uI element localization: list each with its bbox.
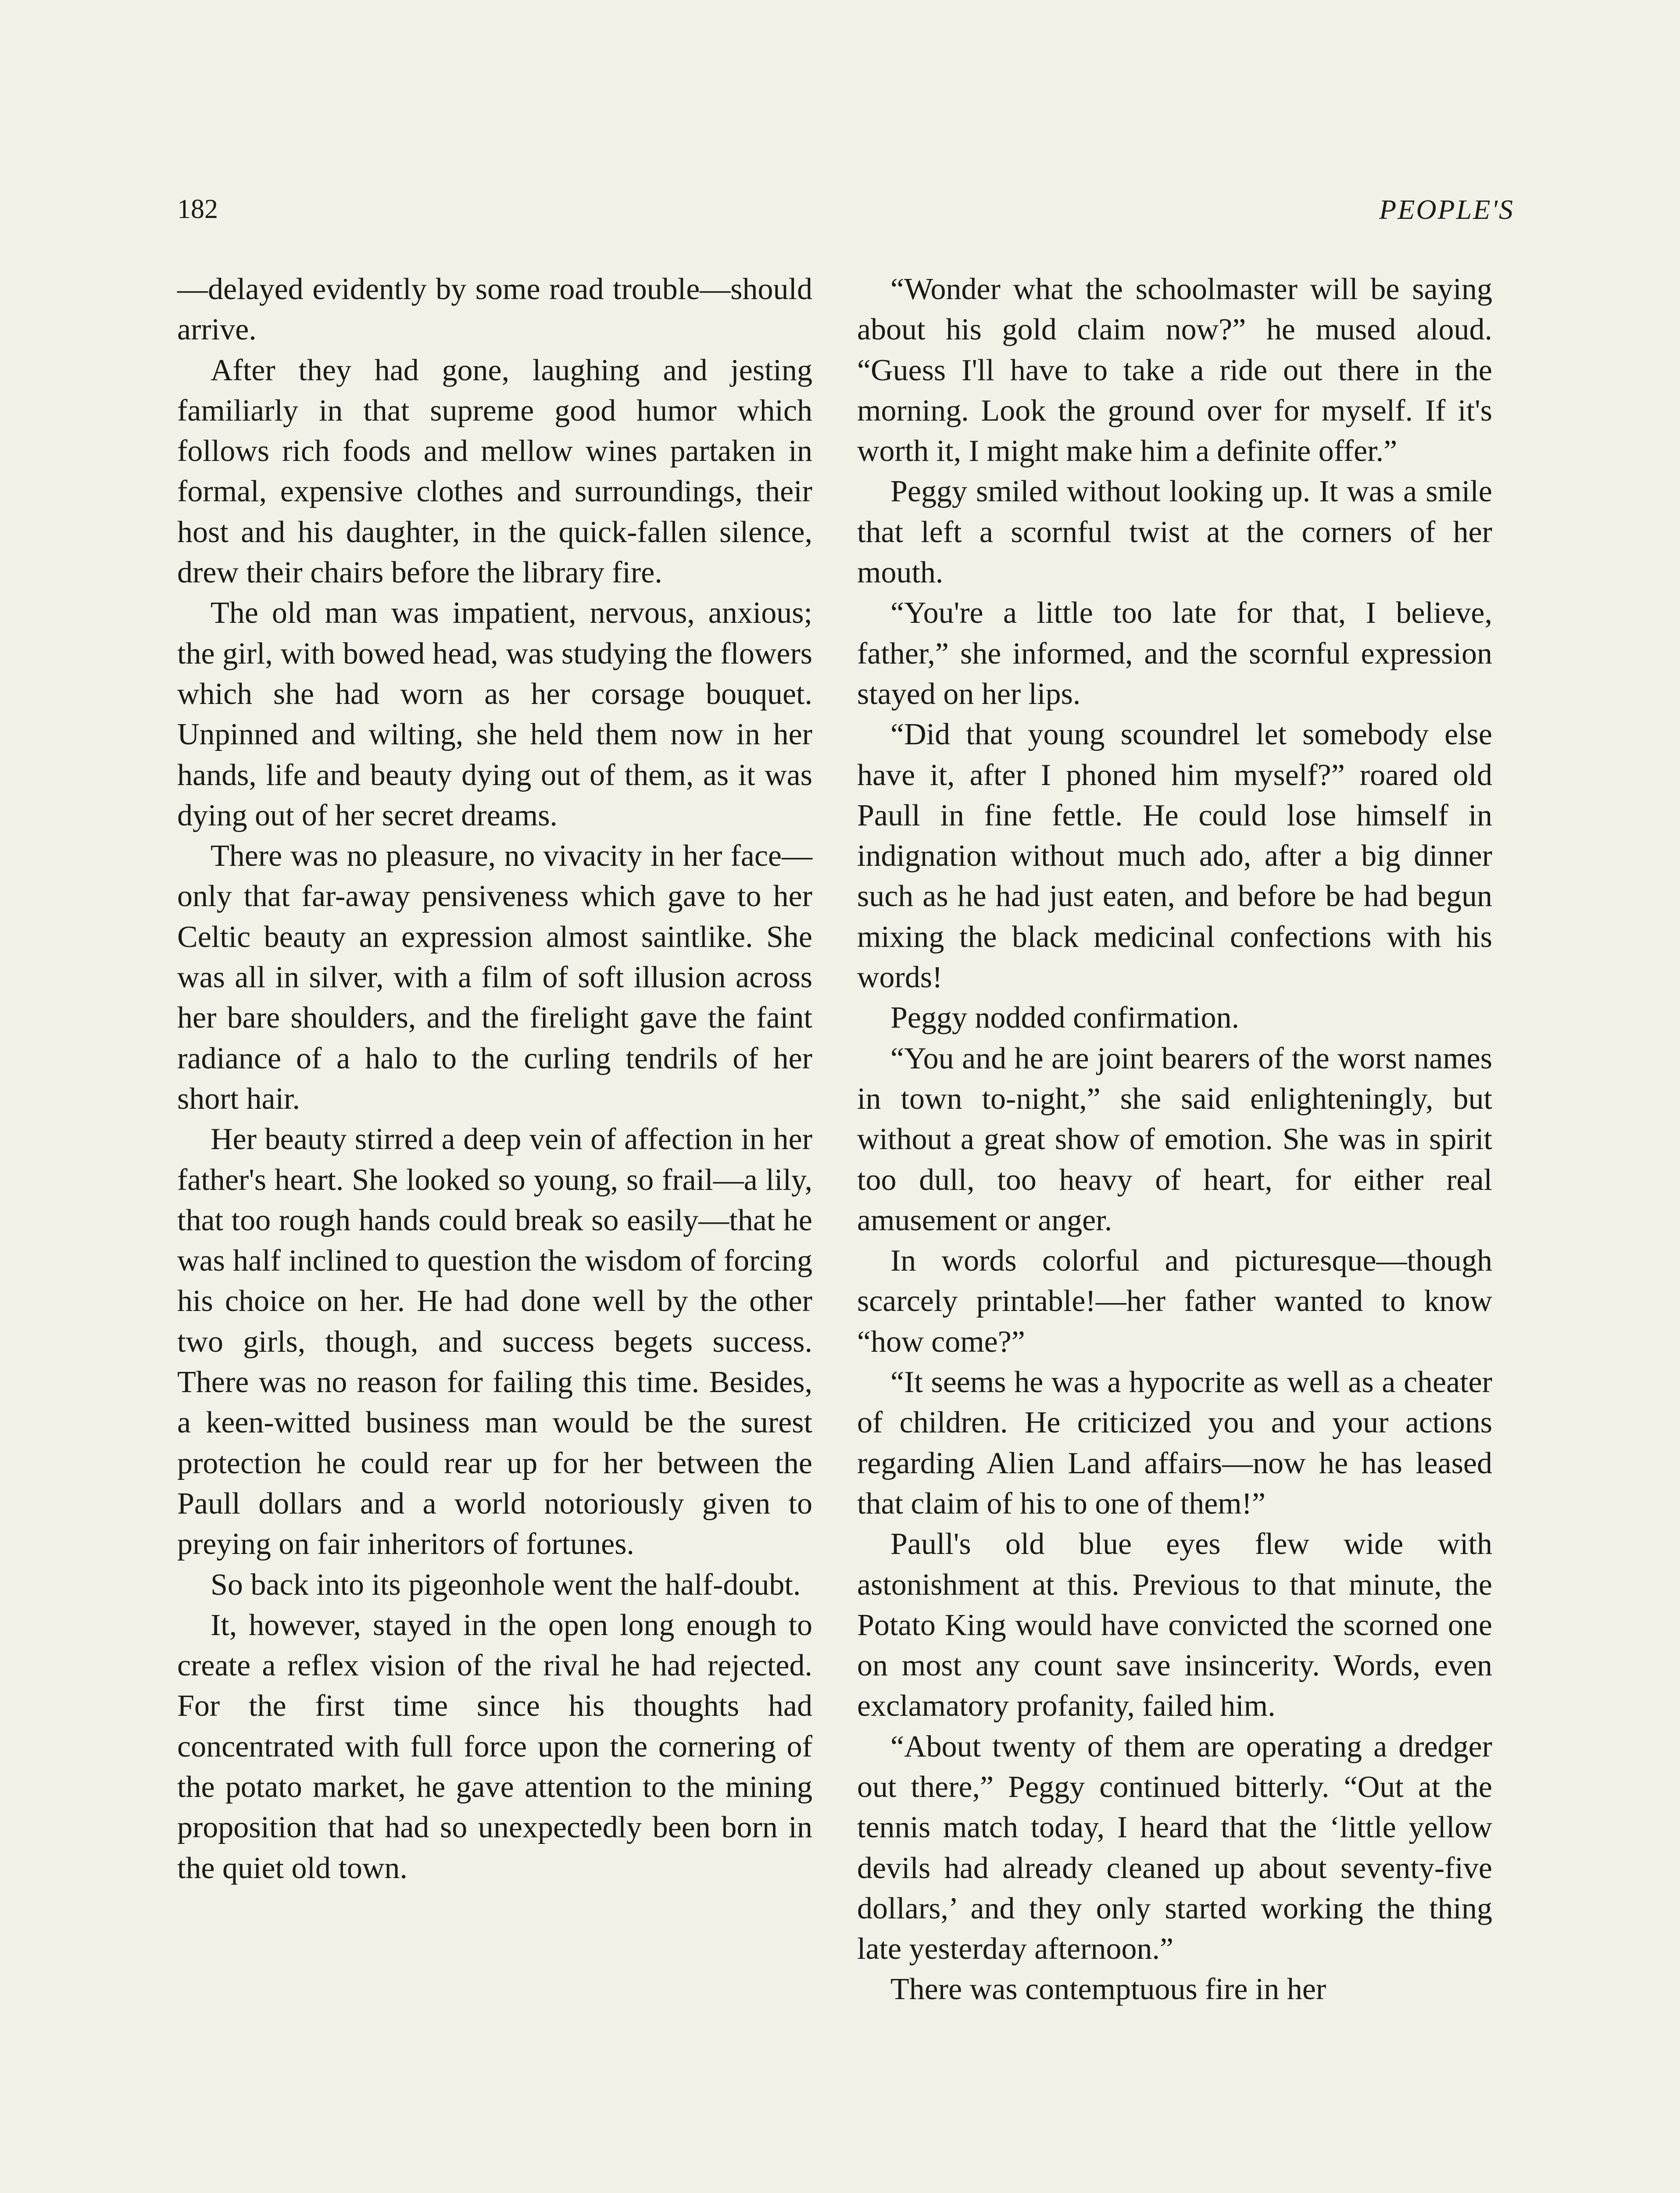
- paragraph: Peggy smiled without looking up. It was a smile that left a scornful twist at the corners of her mouth.: [857, 475, 1492, 590]
- paragraph: There was no pleasure, no vivacity in her face—only that far-away pensiveness which gave to her Celtic beauty an expression almost saintlike. She was all in silver, with a film of soft illusion across her bare shoulders, and the firelight gave the faint radiance of a halo to the curling tendrils of her short hair.: [177, 839, 812, 1116]
- paragraph: The old man was impatient, nervous, anxious; the girl, with bowed head, was studying the flowers which she had worn as her corsage bouquet. Unpinned and wilting, she held them now in her hands, life and beauty dying out of them, as it was dying out of her secret dreams.: [177, 596, 812, 832]
- paragraph: After they had gone, laughing and jesting familiarly in that supreme good humor which follows rich foods and mellow wines partaken in formal, expensive clothes and surroundings, their host and his daughter, in the quick-fallen silence, drew their chairs before the library fire.: [177, 353, 812, 590]
- paragraph: So back into its pigeonhole went the half-doubt.: [211, 1568, 801, 1602]
- paragraph: It, however, stayed in the open long enough to create a reflex vision of the rival he had rejected. For the first time since his thoughts had concentrated with full force upon the cornering of the potato market, he gave attention to the mining proposition that had so unexpectedly been born in the quiet old town.: [177, 1608, 812, 1885]
- paragraph: —delayed evidently by some road trouble—should arrive.: [177, 272, 812, 347]
- running-head: PEOPLE'S: [1379, 194, 1514, 225]
- paragraph: “Wonder what the schoolmaster will be saying about his gold claim now?” he mused aloud. “Guess I'll have to take a ride out there in the morning. Look the ground over for myself. If it's worth it, I might make him a definite offer.”: [857, 272, 1492, 468]
- paragraph: There was contemptuous fire in her: [890, 1972, 1326, 2007]
- right-column: [857, 269, 1492, 2010]
- paragraph: Peggy nodded confirmation.: [890, 1001, 1240, 1035]
- paragraph: Her beauty stirred a deep vein of affection in her father's heart. She looked so young, so frail—a lily, that too rough hands could break so easily—that he was half inclined to question the wisdom of forcing his choice on her. He had done well by the other two girls, though, and success begets success. There was no reason for failing this time. Besides, a keen-witted business man would be the surest protection he could rear up for her between the Paull dollars and a world notoriously given to preying on fair inheritors of fortunes.: [177, 1122, 812, 1561]
- paragraph: “You're a little too late for that, I believe, father,” she informed, and the scornful expression stayed on her lips.: [857, 596, 1492, 711]
- paragraph: “You and he are joint bearers of the worst names in town to-night,” she said enlighteningly, but without a great show of emotion. She was in spirit too dull, too heavy of heart, for either real amusement or anger.: [857, 1041, 1492, 1237]
- paragraph: “About twenty of them are operating a dredger out there,” Peggy continued bitterly. “Out at the tennis match today, I heard that the ‘little yellow devils had already cleaned up about seventy-five dollars,’ and they only started working the thing late yesterday afternoon.”: [857, 1729, 1492, 1966]
- paragraph: “Did that young scoundrel let somebody else have it, after I phoned him myself?” roared old Paull in fine fettle. He could lose himself in indignation without much ado, after a big dinner such as he had just eaten, and before be had begun mixing the black medicinal confections with his words!: [857, 718, 1492, 995]
- paragraph: In words colorful and picturesque—though scarcely printable!—her father wanted to know “how come?”: [857, 1244, 1492, 1359]
- page-number: 182: [177, 194, 218, 224]
- paragraph: “It seems he was a hypocrite as well as a cheater of children. He criticized you and your actions regarding Alien Land affairs—now he has leased that claim of his to one of them!”: [857, 1365, 1492, 1521]
- paragraph: Paull's old blue eyes flew wide with astonishment at this. Previous to that minute, the Potato King would have convicted the scorned one on most any count save insincerity. Words, even exclamatory profanity, failed him.: [857, 1527, 1492, 1723]
- left-column: [177, 269, 812, 1889]
